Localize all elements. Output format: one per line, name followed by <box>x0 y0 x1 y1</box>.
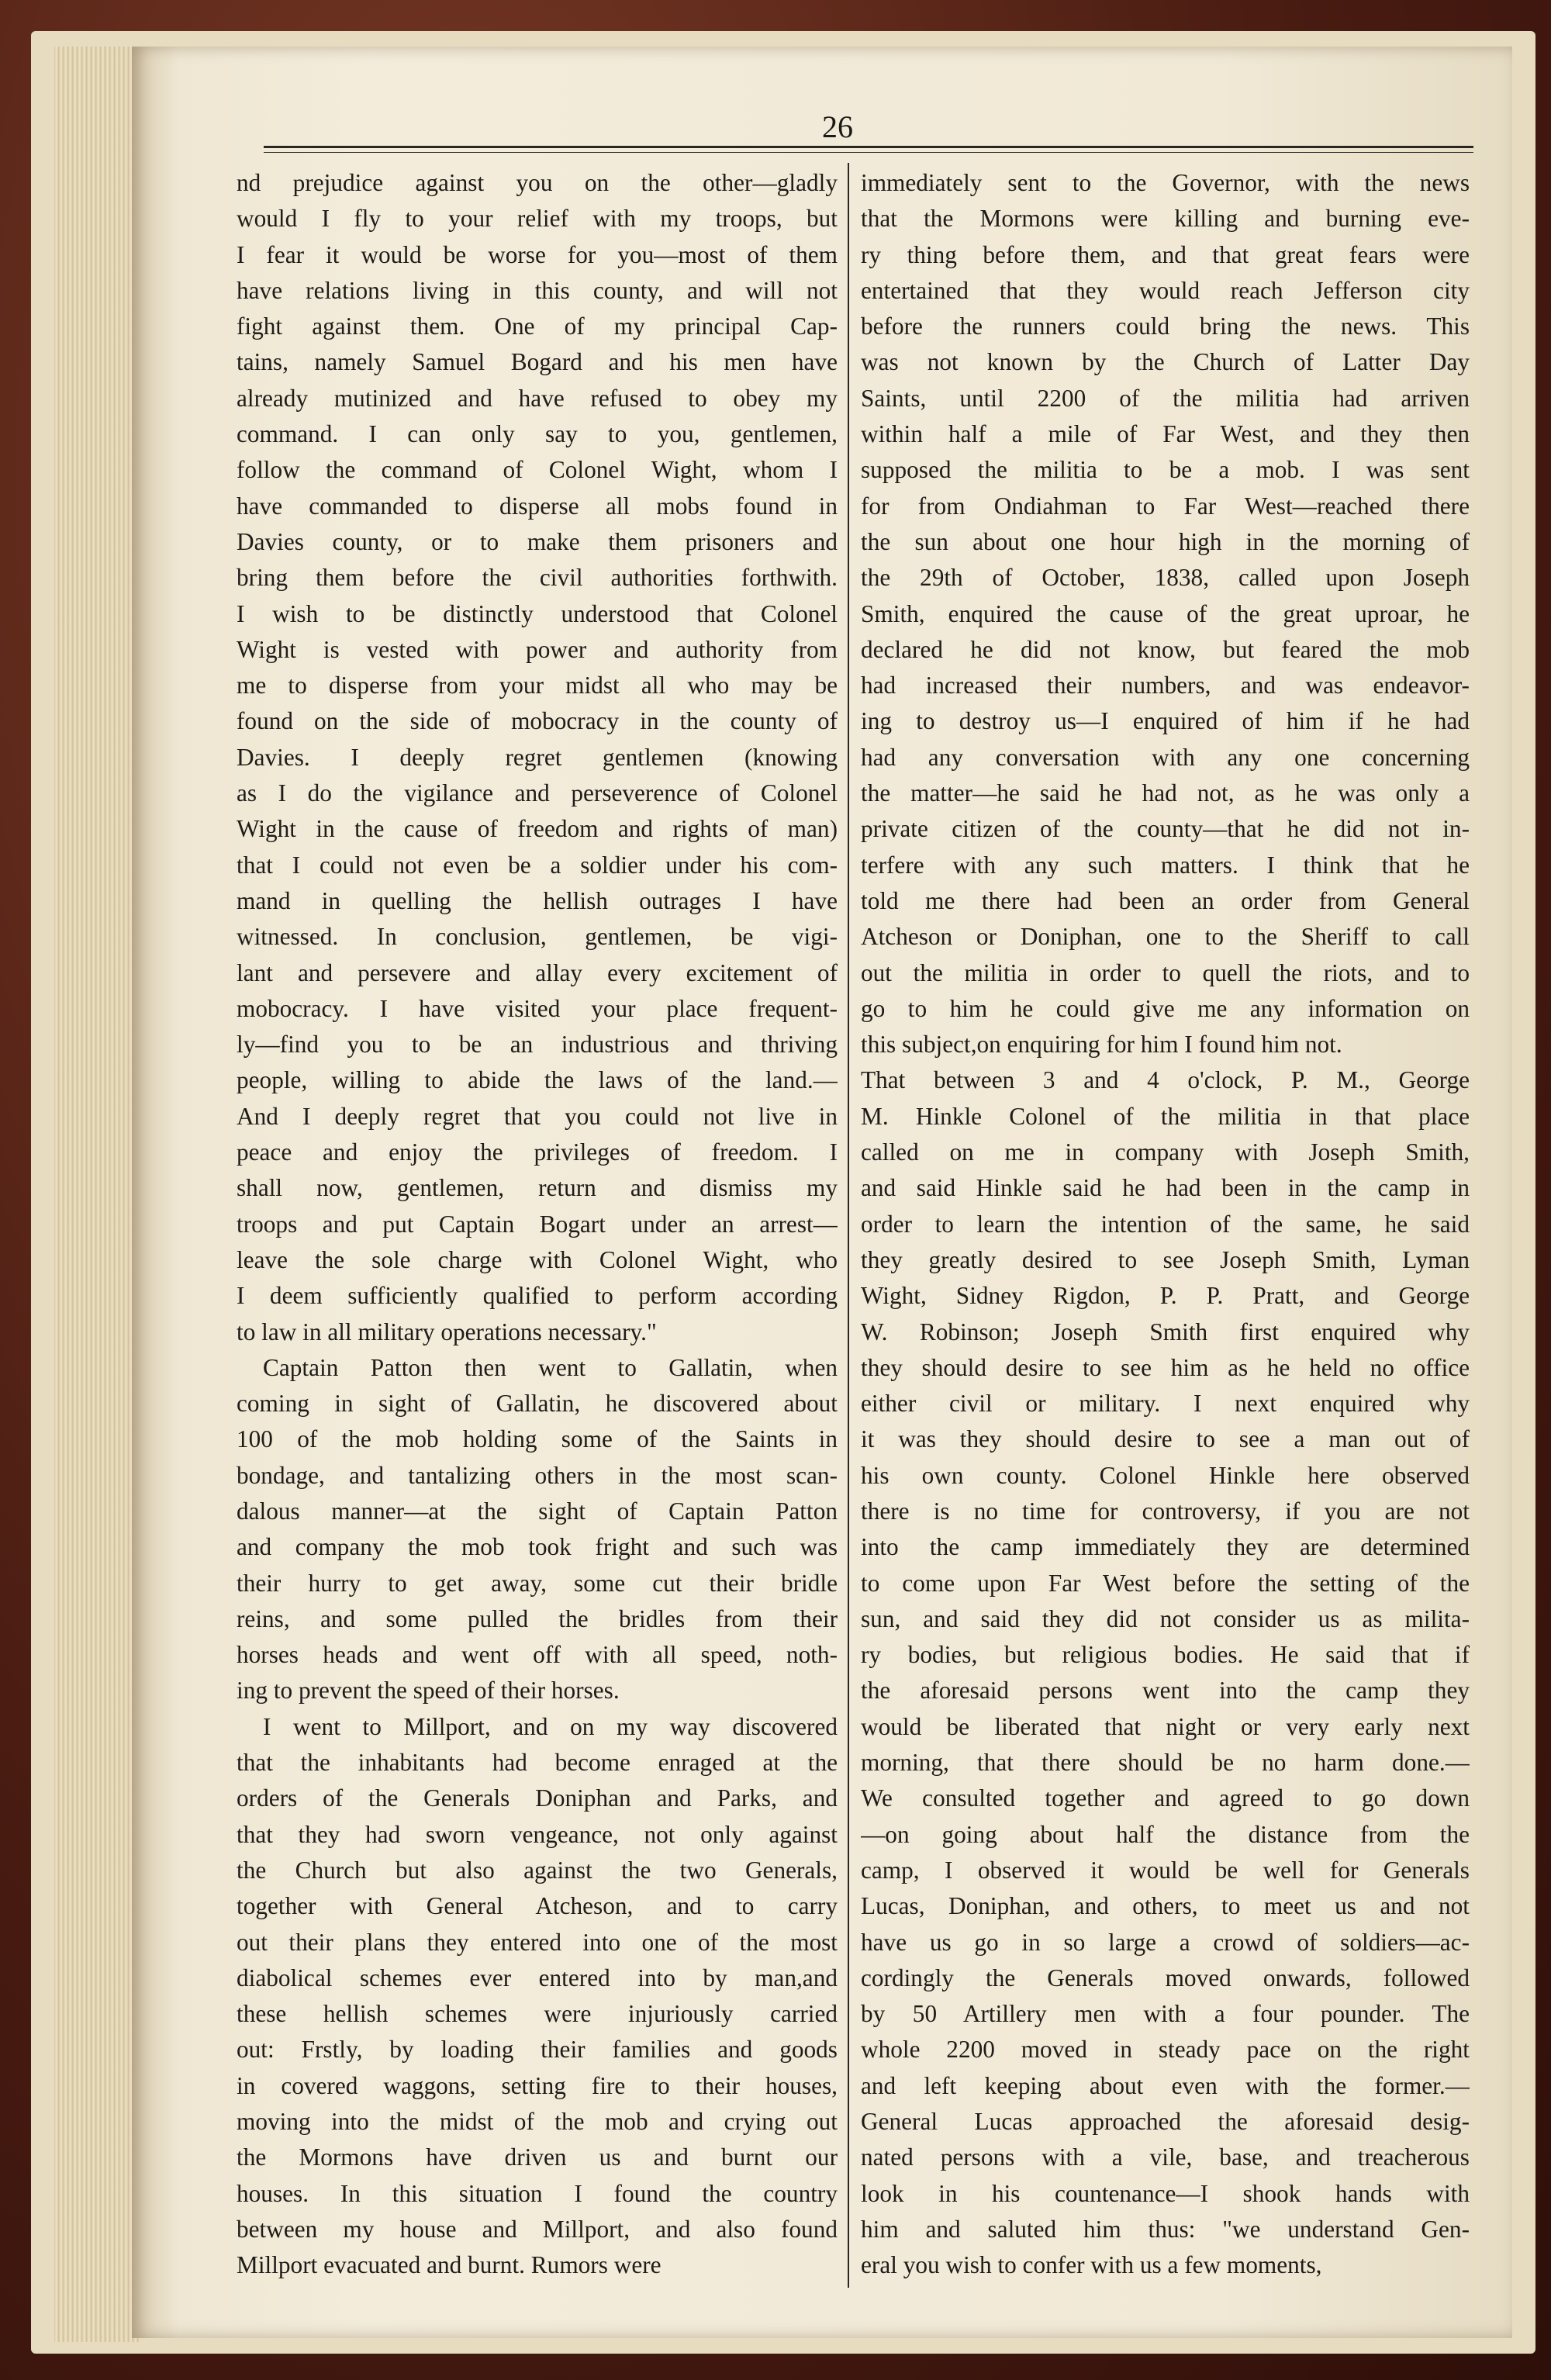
text-line: people, willing to abide the laws of the land.— <box>237 1066 838 1094</box>
text-line: 100 of the mob holding some of the Saints in <box>237 1425 838 1453</box>
text-line: W. Robinson; Joseph Smith first enquired why <box>861 1318 1470 1345</box>
text-line: order to learn the intention of the same, he said <box>861 1210 1470 1238</box>
text-line: into the camp immediately they are determined <box>861 1533 1470 1561</box>
text-line: his own county. Colonel Hinkle here observed <box>861 1461 1470 1489</box>
text-line: I fear it would be worse for you—most of them <box>237 240 838 268</box>
text-line: Lucas, Doniphan, and others, to meet us and not <box>861 1892 1470 1920</box>
text-line: have commanded to disperse all mobs found in <box>237 492 838 520</box>
text-line: sun, and said they did not consider us as milita- <box>861 1605 1470 1632</box>
text-line: the Mormons have driven us and burnt our <box>237 2143 838 2171</box>
right-column <box>861 165 1470 2284</box>
text-line: had increased their numbers, and was endeavor- <box>861 672 1470 699</box>
text-line: Wight is vested with power and authority from <box>237 635 838 663</box>
text-line: mand in quelling the hellish outrages I have <box>237 886 838 914</box>
text-line: entertained that they would reach Jefferson city <box>861 276 1470 304</box>
text-line: that I could not even be a soldier under his com- <box>237 851 838 879</box>
text-line: that they had sworn vengeance, not only against <box>237 1820 838 1848</box>
text-line: declared he did not know, but feared the mob <box>861 635 1470 663</box>
text-line: follow the command of Colonel Wight, whom I <box>237 456 838 484</box>
text-line: And I deeply regret that you could not live in <box>237 1102 838 1130</box>
text-line: go to him he could give me any information on <box>861 994 1470 1022</box>
text-line: me to disperse from your midst all who may be <box>237 672 838 699</box>
text-line: either civil or military. I next enquired why <box>861 1390 1470 1418</box>
text-line: found on the side of mobocracy in the county of <box>237 707 838 735</box>
text-line: Millport evacuated and burnt. Rumors were <box>237 2251 662 2279</box>
text-line: their hurry to get away, some cut their bridle <box>237 1569 838 1597</box>
text-line: as I do the vigilance and perseverence of Colonel <box>237 779 838 807</box>
text-line: ing to destroy us—I enquired of him if he had <box>861 707 1470 735</box>
text-line: camp, I observed it would be well for Generals <box>861 1856 1470 1884</box>
text-line: whole 2200 moved in steady pace on the right <box>861 2036 1470 2064</box>
text-line: out their plans they entered into one of the most <box>237 1928 838 1956</box>
text-line: shall now, gentlemen, return and dismiss my <box>237 1174 838 1202</box>
text-line: told me there had been an order from General <box>861 886 1470 914</box>
text-line: the 29th of October, 1838, called upon Joseph <box>861 564 1470 592</box>
text-line: witnessed. In conclusion, gentlemen, be vigi- <box>237 923 838 951</box>
text-line: that the Mormons were killing and burning eve- <box>861 205 1470 233</box>
text-line: within half a mile of Far West, and they then <box>861 420 1470 448</box>
text-line: Saints, until 2200 of the militia had arriven <box>861 384 1470 412</box>
text-line: Smith, enquired the cause of the great uproar, he <box>861 599 1470 627</box>
text-line: to come upon Far West before the setting of the <box>861 1569 1470 1597</box>
text-line: moving into the midst of the mob and crying out <box>237 2108 838 2136</box>
text-line: bring them before the civil authorities forthwith. <box>237 564 838 592</box>
text-line: mobocracy. I have visited your place frequent- <box>237 994 838 1022</box>
text-line: Davies county, or to make them prisoners and <box>237 527 838 555</box>
text-line: the Church but also against the two Generals, <box>237 1856 838 1884</box>
text-line: cordingly the Generals moved onwards, followed <box>861 1964 1470 1991</box>
text-line: there is no time for controversy, if you are not <box>861 1497 1470 1525</box>
text-line: houses. In this situation I found the country <box>237 2179 838 2207</box>
page-edges <box>54 47 140 2342</box>
text-line: and left keeping about even with the former.— <box>861 2071 1470 2099</box>
text-line: would I fly to your relief with my troops, but <box>237 205 838 233</box>
page-number: 26 <box>822 109 853 144</box>
text-line: I wish to be distinctly understood that Colonel <box>237 599 838 627</box>
text-line: fight against them. One of my principal Cap- <box>237 313 838 340</box>
text-line: ry bodies, but religious bodies. He said that if <box>861 1641 1470 1669</box>
text-line: called on me in company with Joseph Smith, <box>861 1138 1470 1166</box>
header-rule <box>264 146 1473 148</box>
text-line: the aforesaid persons went into the camp they <box>861 1677 1470 1705</box>
text-line: General Lucas approached the aforesaid desig- <box>861 2108 1470 2136</box>
text-line: dalous manner—at the sight of Captain Patton <box>237 1497 838 1525</box>
text-line: for from Ondiahman to Far West—reached there <box>861 492 1470 520</box>
text-line: in covered waggons, setting fire to their houses, <box>237 2071 838 2099</box>
text-line: command. I can only say to you, gentlemen, <box>237 420 838 448</box>
text-line: these hellish schemes were injuriously carried <box>237 2000 838 2028</box>
left-column <box>237 165 838 2284</box>
text-line: out the militia in order to quell the riots, and to <box>861 959 1470 986</box>
text-line: together with General Atcheson, and to carry <box>237 1892 838 1920</box>
text-line: him and saluted him thus: "we understand Gen- <box>861 2215 1470 2243</box>
text-line: Davies. I deeply regret gentlemen (knowing <box>237 743 838 771</box>
text-line: Wight in the cause of freedom and rights of man) <box>237 815 838 843</box>
text-line: have relations living in this county, and will not <box>237 276 838 304</box>
text-line: lant and persevere and allay every excitement of <box>237 959 838 986</box>
text-line: ry thing before them, and that great fears were <box>861 240 1470 268</box>
text-line: would be liberated that night or very early next <box>861 1712 1470 1740</box>
header-rule-thin <box>264 152 1473 153</box>
text-line: Atcheson or Doniphan, one to the Sheriff to call <box>861 923 1470 951</box>
text-line: they should desire to see him as he held no office <box>861 1353 1470 1381</box>
text-line: the matter—he said he had not, as he was only a <box>861 779 1470 807</box>
text-line: this subject,on enquiring for him I found him not. <box>861 1031 1342 1059</box>
text-line: tains, namely Samuel Bogard and his men have <box>237 348 838 376</box>
text-line: M. Hinkle Colonel of the militia in that place <box>861 1102 1470 1130</box>
text-line: supposed the militia to be a mob. I was sent <box>861 456 1470 484</box>
text-line: reins, and some pulled the bridles from their <box>237 1605 838 1632</box>
text-line: terfere with any such matters. I think that he <box>861 851 1470 879</box>
text-line: morning, that there should be no harm done.— <box>861 1749 1470 1777</box>
text-line: coming in sight of Gallatin, he discovered about <box>237 1390 838 1418</box>
text-line: look in his countenance—I shook hands with <box>861 2179 1470 2207</box>
text-line: to law in all military operations necessary." <box>237 1318 657 1345</box>
text-line: I went to Millport, and on my way discovered <box>263 1712 838 1740</box>
text-line: nd prejudice against you on the other—gladly <box>237 169 838 196</box>
text-line: before the runners could bring the news. This <box>861 313 1470 340</box>
text-line: —on going about half the distance from the <box>861 1820 1470 1848</box>
text-line: leave the sole charge with Colonel Wight, who <box>237 1245 838 1273</box>
text-line: and company the mob took fright and such was <box>237 1533 838 1561</box>
text-line: bondage, and tantalizing others in the most scan- <box>237 1461 838 1489</box>
text-line: peace and enjoy the privileges of freedom. I <box>237 1138 838 1166</box>
text-line: was not known by the Church of Latter Day <box>861 348 1470 376</box>
text-line: had any conversation with any one concerning <box>861 743 1470 771</box>
text-line: Captain Patton then went to Gallatin, when <box>263 1353 838 1381</box>
text-line: troops and put Captain Bogart under an arrest— <box>237 1210 838 1238</box>
text-line: ly—find you to be an industrious and thriving <box>237 1031 838 1059</box>
text-line: private citizen of the county—that he did not in- <box>861 815 1470 843</box>
text-line: nated persons with a vile, base, and treacherous <box>861 2143 1470 2171</box>
text-line: have us go in so large a crowd of soldiers—ac- <box>861 1928 1470 1956</box>
text-line: I deem sufficiently qualified to perform according <box>237 1282 838 1310</box>
column-divider <box>848 163 849 2288</box>
text-line: that the inhabitants had become enraged at the <box>237 1749 838 1777</box>
text-line: That between 3 and 4 o'clock, P. M., George <box>861 1066 1470 1094</box>
text-line: already mutinized and have refused to obey my <box>237 384 838 412</box>
text-line: they greatly desired to see Joseph Smith, Lyman <box>861 1245 1470 1273</box>
text-line: it was they should desire to see a man out of <box>861 1425 1470 1453</box>
text-line: ing to prevent the speed of their horses. <box>237 1677 620 1705</box>
text-line: immediately sent to the Governor, with the news <box>861 169 1470 196</box>
text-line: orders of the Generals Doniphan and Parks, and <box>237 1784 838 1812</box>
text-line: and said Hinkle said he had been in the camp in <box>861 1174 1470 1202</box>
text-line: the sun about one hour high in the morning of <box>861 527 1470 555</box>
text-line: horses heads and went off with all speed, noth- <box>237 1641 838 1669</box>
text-line: We consulted together and agreed to go down <box>861 1784 1470 1812</box>
text-line: eral you wish to confer with us a few moments, <box>861 2251 1322 2279</box>
text-line: between my house and Millport, and also found <box>237 2215 838 2243</box>
text-line: out: Frstly, by loading their families and goods <box>237 2036 838 2064</box>
text-line: diabolical schemes ever entered into by man,and <box>237 1964 838 1991</box>
text-line: Wight, Sidney Rigdon, P. P. Pratt, and George <box>861 1282 1470 1310</box>
text-line: by 50 Artillery men with a four pounder. The <box>861 2000 1470 2028</box>
